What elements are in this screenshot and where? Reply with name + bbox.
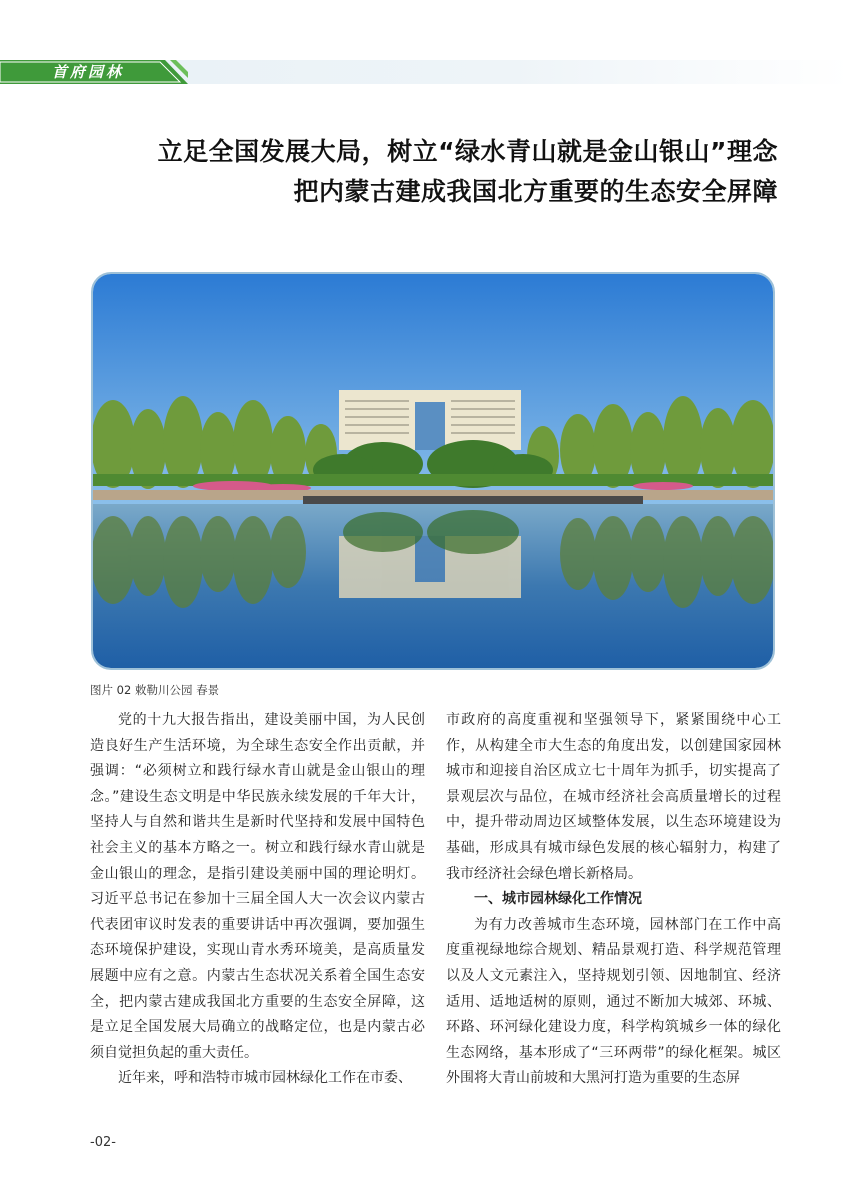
body-right-column [446,708,781,1092]
government-building [339,390,521,450]
photo-caption: 图片 02 敕勒川公园 春景 [90,683,220,697]
park-photo [91,272,775,670]
section-heading: 一、城市园林绿化工作情况 [474,891,642,908]
body-paragraph: 为有力改善城市生态环境，园林部门在工作中高度重视绿地综合规划、精品景观打造、科学规范管理以及人文元素注入，坚持规划引领、因地制宜、经济适用、适地适树的原则，通过不断加大城郊、环城、环路、环河绿化建设力度，科学构筑城乡一体的绿化生态网络，基本形成了“三环两带”的绿化框架。城区外围将大青山前坡和大黑河打造为重要的生态屏 [446,916,781,1087]
body-paragraph: 市政府的高度重视和坚强领导下，紧紧围绕中心工作，从构建全市大生态的角度出发，以创建国家园林城市和迎接自治区成立七十周年为抓手，切实提高了景观层次与品位，在城市经济社会高质量增长的过程中，提升带动周边区域整体发展，以生态环境建设为基础，形成具有城市绿色发展的核心辐射力，构建了我市经济社会绿色增长新格局。 [446,712,781,882]
article-title-line1: 立足全国发展大局，树立“绿水青山就是金山银山”理念 [157,137,778,166]
body-paragraph: 党的十九大报告指出，建设美丽中国，为人民创造良好生产生活环境，为全球生态安全作出贡献，并强调：“必须树立和践行绿水青山就是金山银山的理念。”建设生态文明是中华民族永续发展的千年大计，坚持人与自然和谐共生是新时代坚持和发展中国特色社会主义的基本方略之一。树立和践行绿水青山就是金山银山的理念，是指引建设美丽中国的理论明灯。习近平总书记在参加十三届全国人大一次会议内蒙古代表团审议时发表的重要讲话中再次强调，要加强生态环境保护建设，实现山青水秀环境美，是高质量发展题中应有之意。内蒙古生态状况关系着全国生态安全，把内蒙古建成我国北方重要的生态安全屏障，这是立足全国发展大局确立的战略定位，也是内蒙古必须自觉担负起的重大责任。 [90,712,425,1061]
section-label: 首府园林 [52,63,125,81]
body-paragraph: 近年来，呼和浩特市城市园林绿化工作在市委、 [118,1070,412,1087]
article-title-line2: 把内蒙古建成我国北方重要的生态安全屏障 [293,177,778,206]
body-left-column [90,708,425,1092]
page-number: -02- [90,1135,116,1150]
